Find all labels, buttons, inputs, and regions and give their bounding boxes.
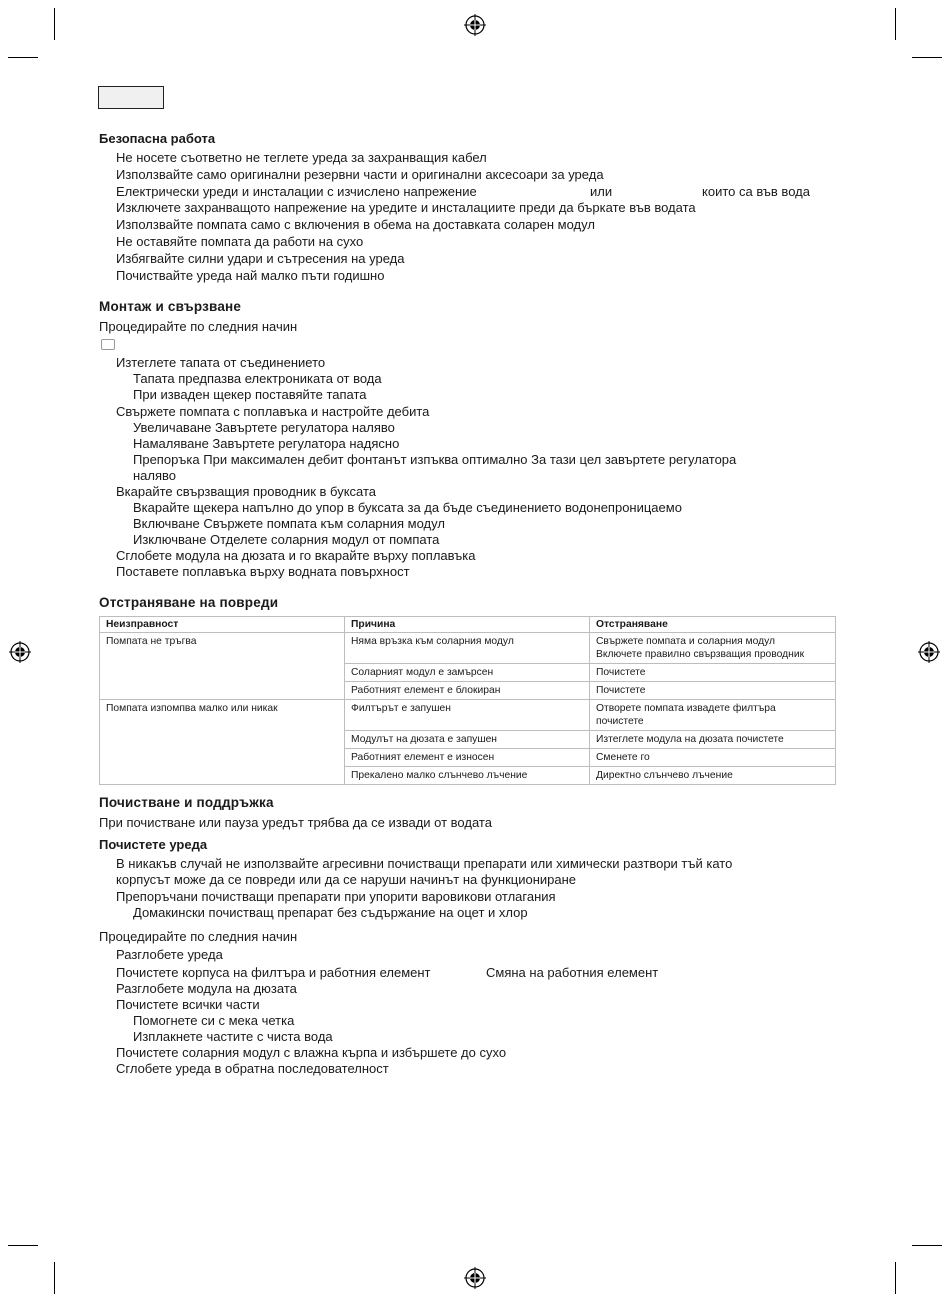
safety-line: Избягвайте силни удари и сътресения на уреда [116, 251, 405, 266]
safety-line: Изключете захранващото напрежение на уредите и инсталациите преди да бъркате във водата [116, 200, 696, 215]
section-title-cleaning: Почистване и поддръжка [99, 795, 274, 810]
assembly-line: Вкарайте щекера напълно до упор в буксата за да бъде съединението водонепроницаемо [133, 500, 682, 515]
table-cell-cause: Прекалено малко слънчево лъчение [345, 767, 590, 785]
cleaning-line: Препоръчани почистващи препарати при упорити варовикови отлагания [116, 889, 556, 904]
assembly-line: Препоръка При максимален дебит фонтанът изпъква оптимално За тази цел завъртете регулатора [133, 452, 737, 467]
safety-line: Не носете съответно не теглете уреда за захранващия кабел [116, 150, 487, 165]
cleaning-line: корпусът може да се повреди или да се наруши начинът на функциониране [116, 872, 577, 887]
cleaning-line: В никакъв случай не използвайте агресивни почистващи препарати или химически разтвори тъй като [116, 856, 733, 871]
safety-line: Използвайте само оригинални резервни части и оригинални аксесоари за уреда [116, 167, 604, 182]
table-cell-remedy [590, 700, 836, 731]
table-cell-cause: Работният елемент е износен [345, 749, 590, 767]
crop-mark [895, 1262, 896, 1294]
assembly-intro: Процедирайте по следния начин [99, 319, 298, 334]
assembly-line: Вкарайте свързващия проводник в буксата [116, 484, 377, 499]
assembly-line: Увеличаване Завъртете регулатора наляво [133, 420, 395, 435]
assembly-line: Поставете поплавъка върху водната повърхност [116, 564, 410, 579]
cleaning-intro: При почистване или пауза уредът трябва да се извади от водата [99, 815, 492, 830]
table-cell-cause: Соларният модул е замърсен [345, 664, 590, 682]
crop-mark [8, 1245, 38, 1246]
safety-line: Не оставяйте помпата да работи на сухо [116, 234, 364, 249]
table-cell-cause: Работният елемент е блокиран [345, 682, 590, 700]
assembly-line: Свържете помпата с поплавъка и настройте дебита [116, 404, 430, 419]
assembly-line: Тапата предпазва електрониката от вода [133, 371, 382, 386]
table-cell-cause: Филтърът е запушен [345, 700, 590, 731]
cleaning-line: Сглобете уреда в обратна последователност [116, 1061, 389, 1076]
crop-mark [54, 1262, 55, 1294]
table-row [100, 700, 836, 731]
safety-line-electric-a: Електрически уреди и инсталации с изчислено напрежение [116, 184, 477, 199]
cleaning-line: Разглобете уреда [116, 947, 223, 962]
cleaning-line: Почистете соларния модул с влажна кърпа и избършете до сухо [116, 1045, 507, 1060]
remedy-line: Отворете помпата извадете филтъра [596, 703, 776, 714]
safety-line-electric-c: които са във вода [702, 184, 810, 199]
safety-line: Използвайте помпата само с включения в обема на доставката соларен модул [116, 217, 595, 232]
assembly-line: Включване Свържете помпата към соларния модул [133, 516, 445, 531]
remedy-line: почистете [596, 716, 644, 727]
table-row [100, 633, 836, 664]
small-box-icon [101, 339, 115, 350]
table-cell-cause: Няма връзка към соларния модул [345, 633, 590, 664]
section-title-assembly: Монтаж и свързване [99, 299, 242, 314]
assembly-line: наляво [133, 468, 177, 483]
section-title-safety: Безопасна работа [99, 131, 216, 146]
language-tab-box [98, 86, 164, 109]
registration-mark-icon [464, 14, 486, 36]
cleaning-line: Разглобете модула на дюзата [116, 981, 297, 996]
troubleshooting-table [99, 616, 836, 785]
cleaning-line: Помогнете си с мека четка [133, 1013, 295, 1028]
table-cell-cause: Модулът на дюзата е запушен [345, 731, 590, 749]
table-cell-remedy: Почистете [590, 664, 836, 682]
safety-line-electric-b: или [590, 184, 613, 199]
table-header: Отстраняване [590, 617, 836, 633]
crop-mark [8, 57, 38, 58]
assembly-line: Изключване Отделете соларния модул от помпата [133, 532, 440, 547]
crop-mark [895, 8, 896, 40]
assembly-line: Сглобете модула на дюзата и го вкарайте върху поплавъка [116, 548, 476, 563]
table-header-row [100, 617, 836, 633]
remedy-line: Включете правилно свързващия проводник [596, 649, 805, 660]
table-cell-remedy [590, 633, 836, 664]
crop-mark [912, 57, 942, 58]
cleaning-line-filter-b: Смяна на работния елемент [486, 965, 659, 980]
cleaning-line: Почистете всички части [116, 997, 260, 1012]
table-header: Неизправност [100, 617, 345, 633]
registration-mark-icon [9, 641, 31, 663]
section-title-troubleshooting: Отстраняване на повреди [99, 595, 279, 610]
table-cell-fault: Помпата изпомпва малко или никак [100, 700, 345, 785]
crop-mark [912, 1245, 942, 1246]
table-header: Причина [345, 617, 590, 633]
subsection-title-clean-device: Почистете уреда [99, 837, 208, 852]
registration-mark-icon [918, 641, 940, 663]
assembly-line: Изтеглете тапата от съединението [116, 355, 326, 370]
remedy-line: Свържете помпата и соларния модул [596, 636, 776, 647]
registration-mark-icon [464, 1267, 486, 1289]
safety-line: Почиствайте уреда най малко пъти годишно [116, 268, 385, 283]
cleaning-line: Процедирайте по следния начин [99, 929, 298, 944]
table-cell-remedy: Почистете [590, 682, 836, 700]
assembly-line: При изваден щекер поставяйте тапата [133, 387, 367, 402]
table-cell-remedy: Сменете го [590, 749, 836, 767]
table-cell-remedy: Директно слънчево лъчение [590, 767, 836, 785]
cleaning-line: Домакински почистващ препарат без съдържание на оцет и хлор [133, 905, 528, 920]
assembly-line: Намаляване Завъртете регулатора надясно [133, 436, 400, 451]
crop-mark [54, 8, 55, 40]
table-cell-remedy: Изтеглете модула на дюзата почистете [590, 731, 836, 749]
table-cell-fault: Помпата не тръгва [100, 633, 345, 700]
cleaning-line-filter-a: Почистете корпуса на филтъра и работния елемент [116, 965, 431, 980]
cleaning-line: Изплакнете частите с чиста вода [133, 1029, 333, 1044]
